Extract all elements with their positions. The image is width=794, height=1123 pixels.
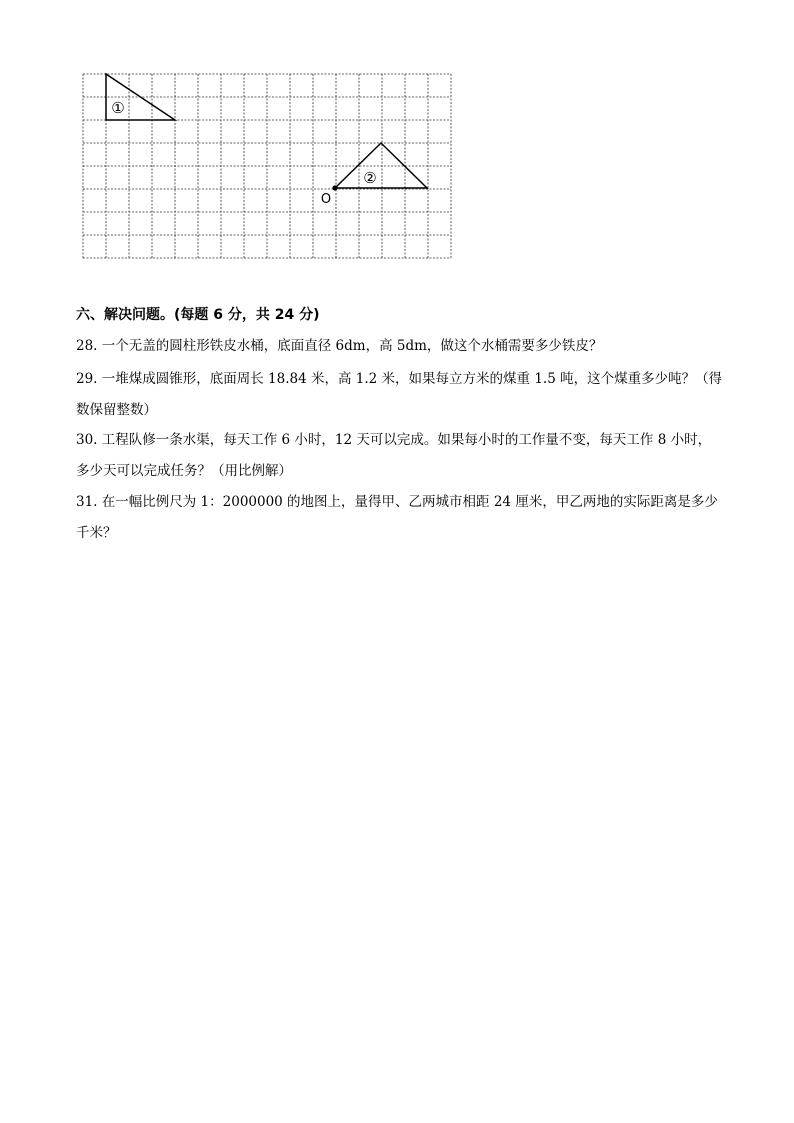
shape-2-label: ② xyxy=(363,169,377,187)
point-o-label: O xyxy=(320,192,332,207)
problem-29 xyxy=(76,364,726,426)
triangle-2 xyxy=(335,143,427,188)
problem-29-line-2: 数保留整数） xyxy=(76,402,157,418)
dotted-grid xyxy=(83,74,451,258)
problem-28-line-1: 28. 一个无盖的圆柱形铁皮水桶，底面直径 6dm，高 5dm，做这个水桶需要多少铁皮？ xyxy=(76,338,603,354)
point-o-dot xyxy=(332,185,337,190)
problem-31-line-2: 千米？ xyxy=(76,525,117,541)
problem-29-line-1: 29. 一堆煤成圆锥形，底面周长 18.84 米，高 1.2 米，如果每立方米的煤重 1.5 吨，这个煤重多少吨？（得 xyxy=(76,371,723,387)
problem-30-line-1: 30. 工程队修一条水渠，每天工作 6 小时，12 天可以完成。如果每小时的工作量不变，每天工作 8 小时， xyxy=(76,432,712,448)
problem-28 xyxy=(76,331,726,362)
shape-1-label: ① xyxy=(111,99,125,117)
problem-31-line-1: 31. 在一幅比例尺为 1：2000000 的地图上，量得甲、乙两城市相距 24 厘米，甲乙两地的实际距离是多少 xyxy=(76,494,718,510)
problem-31 xyxy=(76,487,726,549)
problem-30 xyxy=(76,425,726,487)
grid-figure xyxy=(0,0,794,280)
problem-30-line-2: 多少天可以完成任务？（用比例解） xyxy=(76,463,292,479)
section-title: 六、解决问题。(每题 6 分，共 24 分) xyxy=(76,307,320,323)
